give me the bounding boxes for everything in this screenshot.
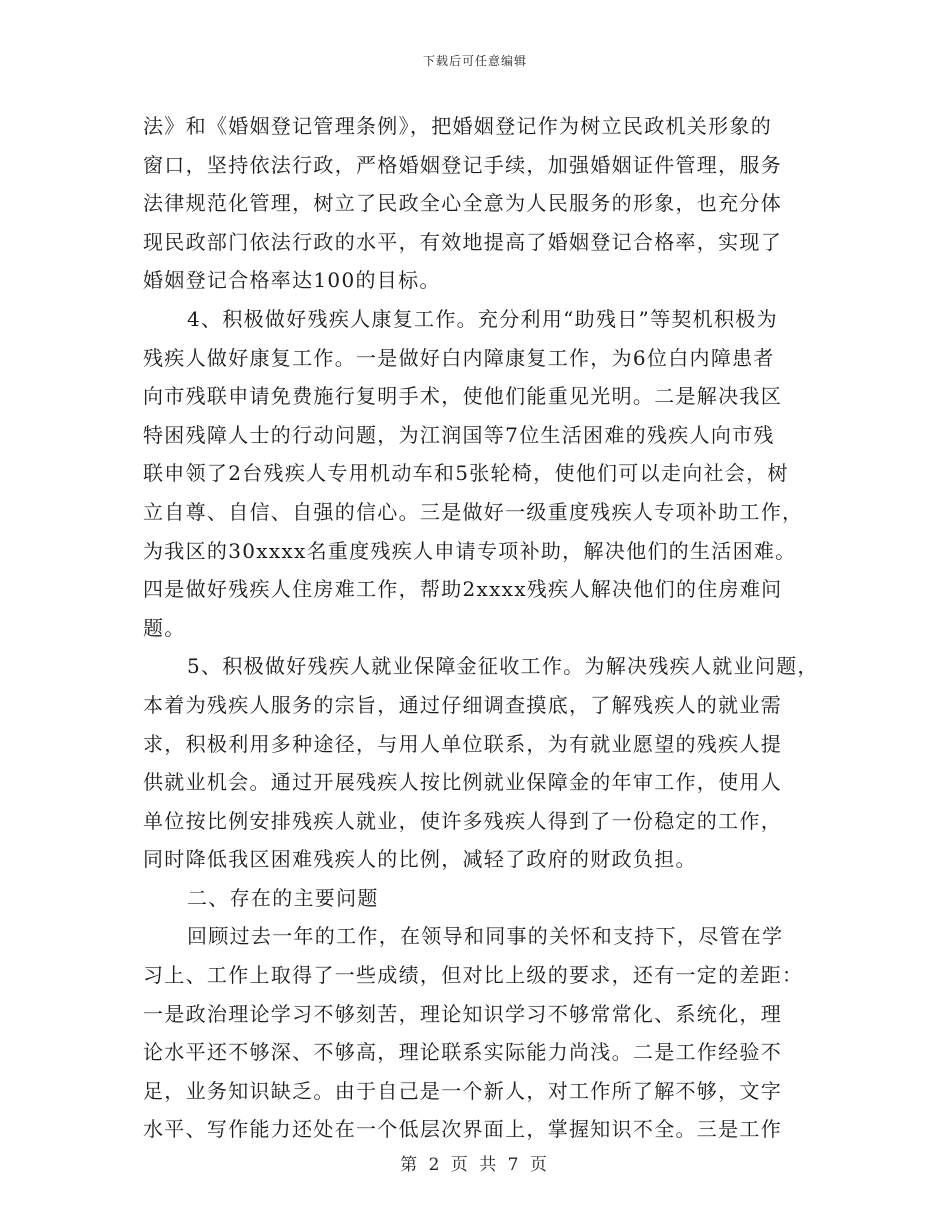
text-line: 本着为残疾人服务的宗旨，通过仔细调查摸底，了解残疾人的就业需 (143, 692, 782, 717)
text-line: 立自尊、自信、自强的信心。三是做好一级重度残疾人专项补助工作， (143, 499, 804, 524)
text-line: 窗口，坚持依法行政，严格婚姻登记手续，加强婚姻证件管理，服务 (143, 152, 782, 177)
paragraph-start-line: 回顾过去一年的工作，在领导和同事的关怀和支持下，尽管在学 (187, 924, 784, 949)
text-line: 题。 (143, 615, 186, 640)
section-heading: 二、存在的主要问题 (187, 885, 379, 910)
text-line: 供就业机会。通过开展残疾人按比例就业保障金的年审工作，使用人 (143, 770, 782, 795)
paragraph-start-line: 4、积极做好残疾人康复工作。充分利用“助残日”等契机积极为 (187, 306, 778, 331)
paragraph-start-line: 5、积极做好残疾人就业保障金征收工作。为解决残疾人就业问题， (187, 654, 819, 679)
text-line: 法律规范化管理，树立了民政全心全意为人民服务的形象，也充分体 (143, 191, 782, 216)
text-line: 联申领了2台残疾人专用机动车和5张轮椅，使他们可以走向社会，树 (143, 461, 789, 486)
text-line: 为我区的30xxxx名重度残疾人申请专项补助，解决他们的生活困难。 (143, 538, 797, 563)
text-line: 足，业务知识缺乏。由于自己是一个新人，对工作所了解不够，文字 (143, 1078, 782, 1103)
text-line: 一是政治理论学习不够刻苦，理论知识学习不够常常化、系统化，理 (143, 1001, 782, 1026)
text-line: 向市残联申请免费施行复明手术，使他们能重见光明。二是解决我区 (143, 384, 782, 409)
document-body (143, 107, 823, 1149)
text-line: 同时降低我区困难残疾人的比例，减轻了政府的财政负担。 (143, 847, 697, 872)
text-line: 求，积极利用多种途径，与用人单位联系，为有就业愿望的残疾人提 (143, 731, 782, 756)
text-line: 四是做好残疾人住房难工作，帮助2xxxx残疾人解决他们的住房难问 (143, 577, 783, 602)
text-line: 特困残障人士的行动问题，为江润国等7位生活困难的残疾人向市残 (143, 422, 775, 447)
page-footer: 第 2 页 共 7 页 (400, 1155, 550, 1175)
text-line: 水平、写作能力还处在一个低层次界面上，掌握知识不全。三是工作 (143, 1117, 782, 1142)
text-line: 现民政部门依法行政的水平，有效地提高了婚姻登记合格率，实现了 (143, 229, 782, 254)
text-line: 法》和《婚姻登记管理条例》，把婚姻登记作为树立民政机关形象的 (143, 114, 772, 138)
text-line: 婚姻登记合格率达100的目标。 (143, 268, 441, 293)
text-line: 习上、工作上取得了一些成绩，但对比上级的要求，还有一定的差距： (143, 963, 804, 988)
page-header: 下载后可任意编辑 (422, 54, 527, 68)
text-line: 论水平还不够深、不够高，理论联系实际能力尚浅。二是工作经验不 (143, 1040, 782, 1065)
text-line: 单位按比例安排残疾人就业，使许多残疾人得到了一份稳定的工作， (143, 808, 782, 833)
text-line: 残疾人做好康复工作。一是做好白内障康复工作，为6位白内障患者 (143, 345, 775, 370)
